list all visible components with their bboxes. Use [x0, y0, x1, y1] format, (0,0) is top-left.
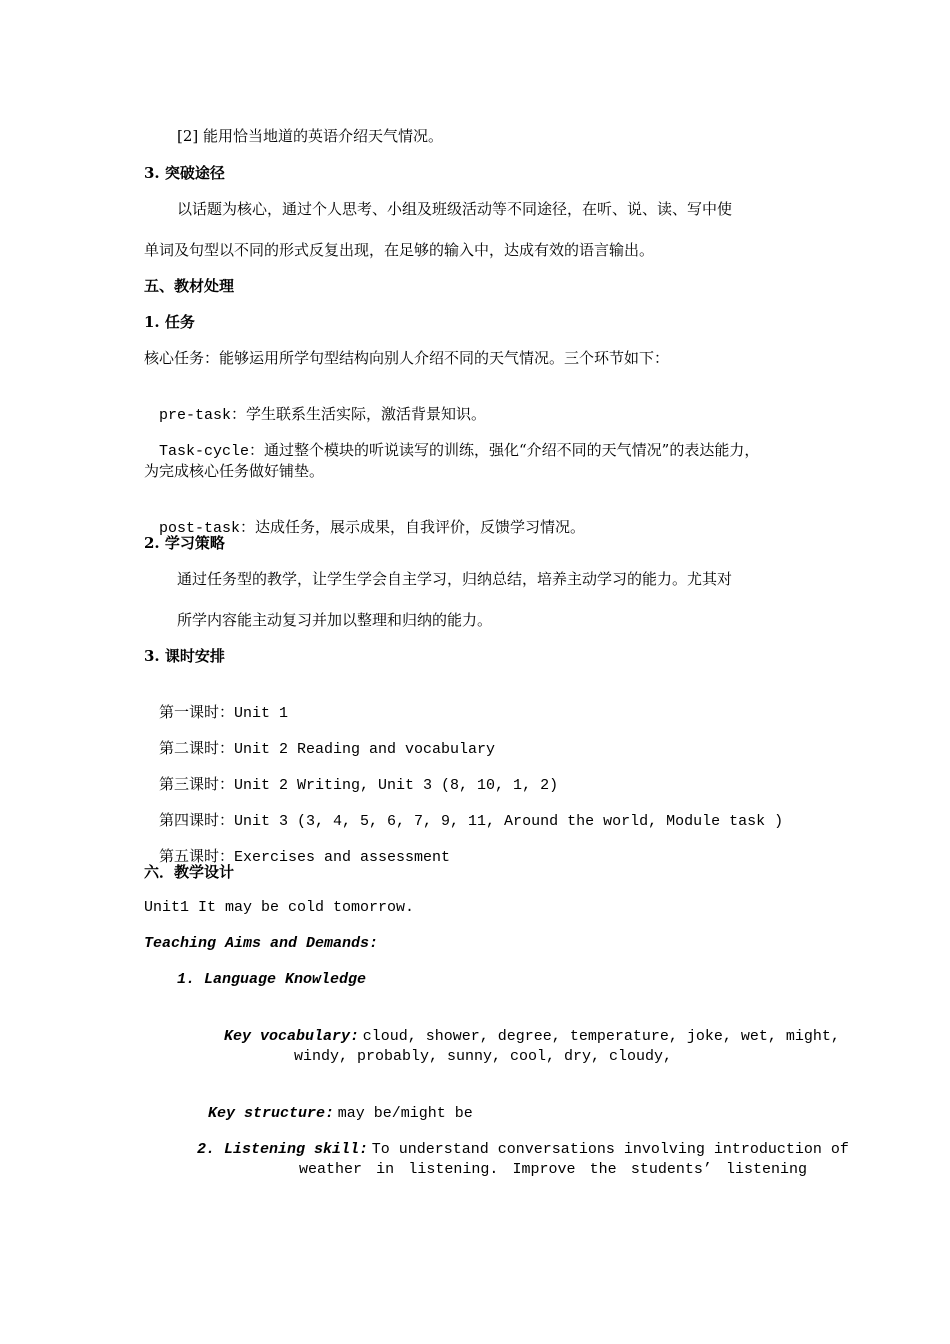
subheading-strategy: 2. 学习策略: [144, 534, 225, 552]
schedule-row-2-label: 第二课时：: [159, 739, 235, 757]
schedule-row-1-label: 第一课时：: [159, 703, 235, 721]
aim-2-text: To understand conversations involving introduction of: [371, 1141, 849, 1158]
schedule-row-1-content: Unit 1: [234, 705, 289, 722]
schedule-row-2-content: Unit 2 Reading and vocabulary: [234, 741, 496, 758]
schedule-row-4-content: Unit 3 (3, 4, 5, 6, 7, 9, 11, Around the world, Module task ): [234, 813, 784, 830]
task-cycle-line-2: 为完成核心任务做好铺垫。: [144, 462, 325, 480]
schedule-row-3-content: Unit 2 Writing, Unit 3 (8, 10, 1, 2): [234, 777, 559, 794]
aim-2-heading: 2. Listening skill:: [197, 1141, 369, 1158]
key-vocabulary-words: cloud, shower, degree, temperature, joke, wet, might,: [362, 1028, 840, 1045]
task-cycle-label: Task-cycle: [159, 443, 250, 460]
section-heading-design: 六．教学设计: [144, 863, 235, 881]
schedule-row-5-content: Exercises and assessment: [234, 849, 451, 866]
key-vocabulary-label: Key vocabulary:: [224, 1028, 360, 1045]
post-task-label: post-task: [159, 520, 241, 537]
core-task-line: 核心任务：能够运用所学句型结构向别人介绍不同的天气情况。三个环节如下：: [144, 349, 670, 367]
section-heading-material: 五、教材处理: [144, 277, 235, 295]
subheading-schedule: 3. 课时安排: [144, 647, 225, 665]
schedule-row-5-label: 第五课时：: [159, 847, 235, 865]
key-structure-text: may be/might be: [337, 1105, 473, 1122]
section-heading-breakthrough: 3. 突破途径: [144, 164, 225, 182]
key-structure-label: Key structure:: [208, 1105, 335, 1122]
aim-2-text-2: weather in listening. Improve the students’ listening: [299, 1161, 807, 1178]
strategy-line-1: 通过任务型的教学，让学生学会自主学习，归纳总结，培养主动学习的能力。尤其对: [177, 570, 733, 588]
aim-1-heading: 1. Language Knowledge: [177, 971, 367, 988]
schedule-row-4-label: 第四课时：: [159, 811, 235, 829]
paragraph-breakthrough-line-2: 单词及句型以不同的形式反复出现，在足够的输入中，达成有效的语言输出。: [144, 241, 655, 259]
teaching-aims-heading: Teaching Aims and Demands:: [144, 935, 379, 952]
task-cycle-text: ：通过整个模块的听说读写的训练，强化“介绍不同的天气情况”的表达能力，: [249, 441, 760, 459]
unit-title: Unit1 It may be cold tomorrow.: [144, 899, 415, 916]
paragraph-breakthrough-line-1: 以话题为核心，通过个人思考、小组及班级活动等不同途径，在听、说、读、写中使: [177, 200, 733, 218]
pre-task-text: ：学生联系生活实际，激活背景知识。: [231, 405, 487, 423]
strategy-line-2: 所学内容能主动复习并加以整理和归纳的能力。: [177, 611, 493, 629]
post-task-text: ：达成任务，展示成果，自我评价，反馈学习情况。: [240, 518, 586, 536]
subheading-tasks: 1. 任务: [144, 313, 195, 331]
key-vocabulary-words-2: windy, probably, sunny, cool, dry, cloudy,: [294, 1048, 673, 1065]
aim-item-2: [2] 能用恰当地道的英语介绍天气情况。: [177, 127, 444, 145]
schedule-row-3-label: 第三课时：: [159, 775, 235, 793]
pre-task-label: pre-task: [159, 407, 232, 424]
